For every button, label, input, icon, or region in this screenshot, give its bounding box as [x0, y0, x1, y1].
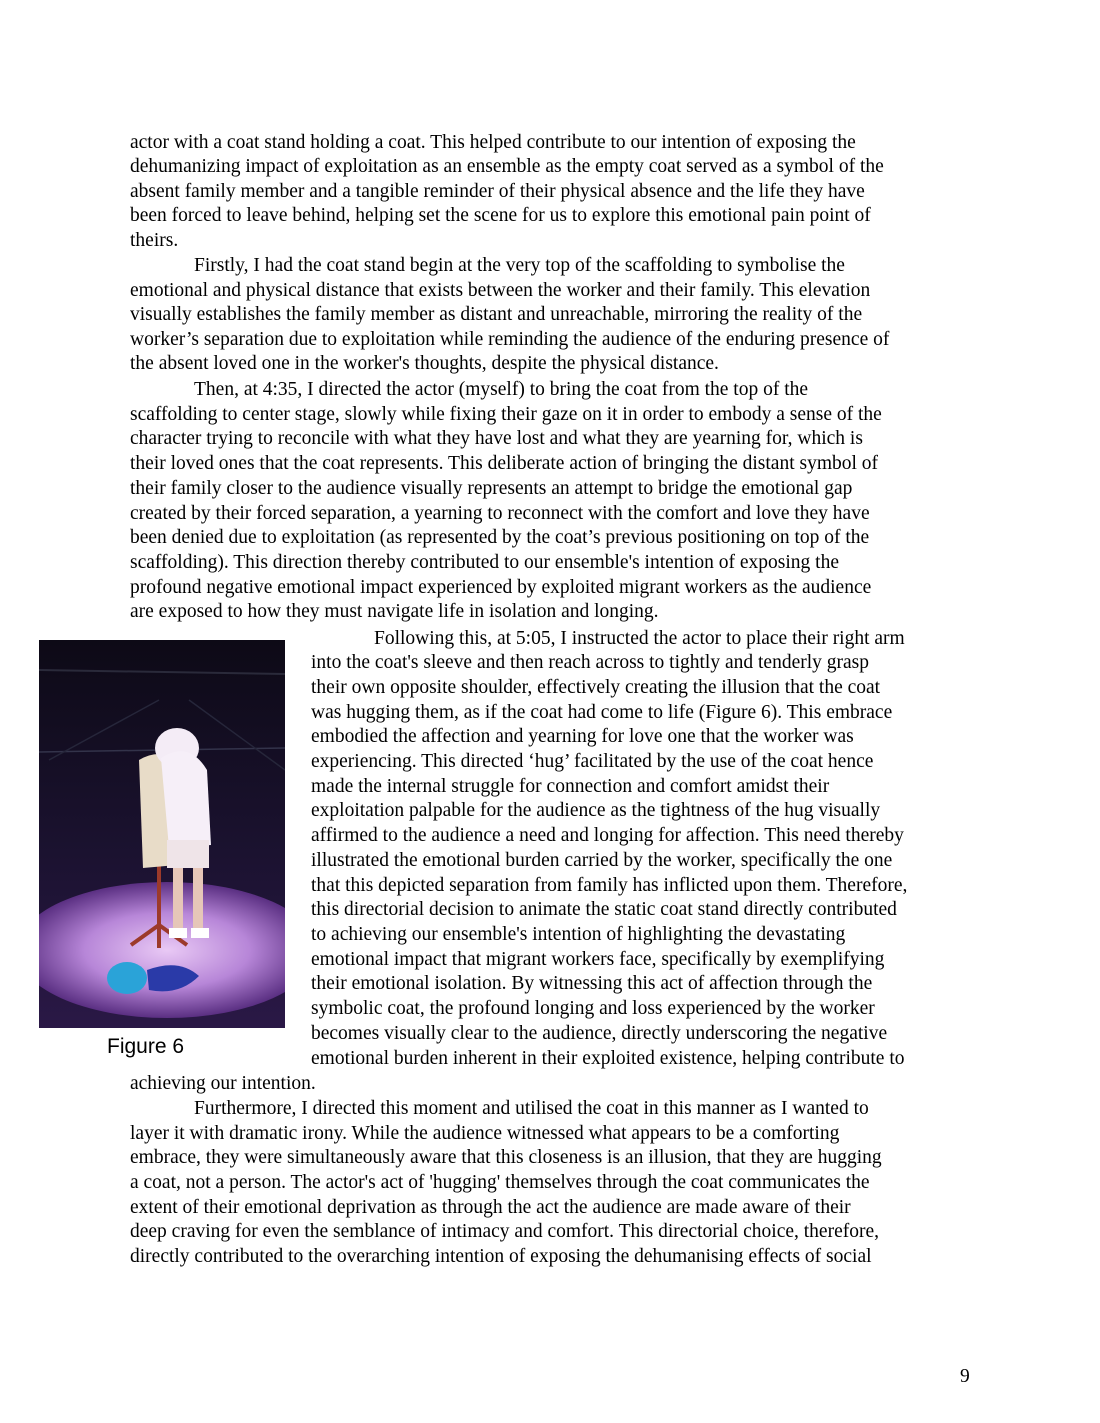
text-line: illustrated the emotional burden carried by the worker, specifically the one [311, 850, 893, 871]
text-line: Then, at 4:35, I directed the actor (myself) to bring the coat from the top of the [194, 379, 809, 400]
text-line: symbolic coat, the profound longing and loss experienced by the worker [311, 998, 875, 1019]
figure-caption: Figure 6 [107, 1035, 185, 1058]
text-line: layer it with dramatic irony. While the audience witnessed what appears to be a comforting [130, 1123, 840, 1144]
text-line: character trying to reconcile with what they have lost and what they are yearning for, which is [130, 428, 863, 449]
text-line: visually establishes the family member as distant and unreachable, mirroring the reality of the [130, 304, 863, 325]
text-line: are exposed to how they must navigate life in isolation and longing. [130, 601, 659, 622]
text-line: Furthermore, I directed this moment and utilised the coat in this manner as I wanted to [194, 1098, 869, 1119]
text-line: Firstly, I had the coat stand begin at the very top of the scaffolding to symbolise the [194, 255, 845, 276]
text-line: actor with a coat stand holding a coat. This helped contribute to our intention of exposing the [130, 132, 856, 153]
text-line: embrace, they were simultaneously aware that this closeness is an illusion, that they are hugging [130, 1147, 882, 1168]
text-line: profound negative emotional impact experienced by exploited migrant workers as the audience [130, 577, 872, 598]
text-line: made the internal struggle for connection and comfort amidst their [311, 776, 830, 797]
text-line: into the coat's sleeve and then reach across to tightly and tenderly grasp [311, 652, 869, 673]
text-line: exploitation palpable for the audience as the tightness of the hug visually [311, 800, 881, 821]
text-line: extent of their emotional deprivation as through the act the audience are made aware of their [130, 1197, 851, 1218]
text-line: to achieving our ensemble's intention of highlighting the devastating [311, 924, 846, 945]
text-line: was hugging them, as if the coat had come to life (Figure 6). This embrace [311, 702, 893, 723]
text-line: absent family member and a tangible reminder of their physical absence and the life they have [130, 181, 865, 202]
text-line: theirs. [130, 230, 179, 251]
text-line: achieving our intention. [130, 1073, 316, 1094]
text-line: dehumanizing impact of exploitation as an ensemble as the empty coat served as a symbol of the [130, 156, 884, 177]
text-line: created by their forced separation, a yearning to reconnect with the comfort and love they have [130, 503, 870, 524]
text-line: scaffolding to center stage, slowly while fixing their gaze on it in order to embody a sense of the [130, 404, 882, 425]
text-line: affirmed to the audience a need and longing for affection. This need thereby [311, 825, 904, 846]
text-line: Following this, at 5:05, I instructed the actor to place their right arm [374, 628, 905, 649]
text-line: a coat, not a person. The actor's act of 'hugging' themselves through the coat communicates the [130, 1172, 870, 1193]
stage-photo-image [39, 640, 285, 1028]
text-line: their family closer to the audience visually represents an attempt to bridge the emotional gap [130, 478, 853, 499]
page-number: 9 [960, 1366, 970, 1387]
text-line: their own opposite shoulder, effectively creating the illusion that the coat [311, 677, 881, 698]
figure-6-photo [39, 640, 285, 1028]
text-line: scaffolding). This direction thereby contributed to our ensemble's intention of exposing the [130, 552, 839, 573]
text-line: embodied the affection and yearning for love one that the worker was [311, 726, 854, 747]
text-line: that this depicted separation from family has inflicted upon them. Therefore, [311, 875, 908, 896]
text-line: been denied due to exploitation (as represented by the coat’s previous positioning on top of the [130, 527, 870, 548]
text-line: deep craving for even the semblance of intimacy and comfort. This directorial choice, therefore, [130, 1221, 879, 1242]
text-line: emotional impact that migrant workers face, specifically by exemplifying [311, 949, 885, 970]
text-line: their emotional isolation. By witnessing this act of affection through the [311, 973, 873, 994]
text-line: worker’s separation due to exploitation while reminding the audience of the enduring presence of [130, 329, 890, 350]
text-line: experiencing. This directed ‘hug’ facilitated by the use of the coat hence [311, 751, 874, 772]
text-line: becomes visually clear to the audience, directly underscoring the negative [311, 1023, 888, 1044]
text-line: this directorial decision to animate the static coat stand directly contributed [311, 899, 897, 920]
text-line: emotional burden inherent in their exploited existence, helping contribute to [311, 1048, 905, 1069]
text-line: the absent loved one in the worker's thoughts, despite the physical distance. [130, 353, 719, 374]
text-line: their loved ones that the coat represents. This deliberate action of bringing the distant symbol of [130, 453, 879, 474]
text-line: directly contributed to the overarching intention of exposing the dehumanising effects of social [130, 1246, 872, 1267]
text-line: emotional and physical distance that exists between the worker and their family. This elevation [130, 280, 871, 301]
text-line: been forced to leave behind, helping set the scene for us to explore this emotional pain point of [130, 205, 871, 226]
